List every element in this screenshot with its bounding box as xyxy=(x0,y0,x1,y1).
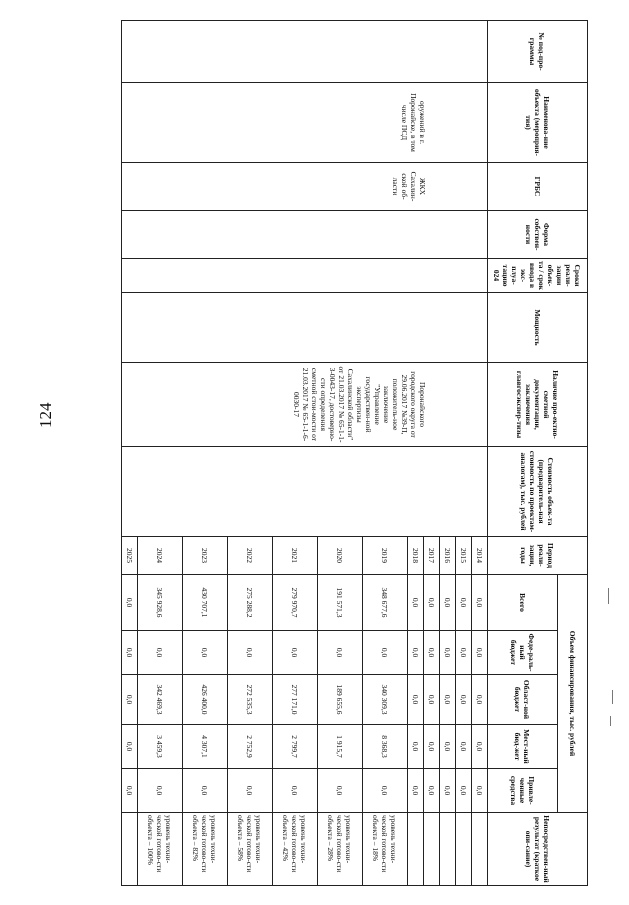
local-cell: 8 368,3 xyxy=(363,725,408,769)
result-cell: уровень техни-ческой готово-сти объекта – 42% xyxy=(273,813,318,886)
regional-cell: 0,0 xyxy=(472,675,488,725)
federal-cell: 0,0 xyxy=(363,631,408,675)
federal-cell: 0,0 xyxy=(228,631,273,675)
regional-cell: 277 171,0 xyxy=(273,675,318,725)
table-row xyxy=(472,21,488,886)
attracted-cell: 0,0 xyxy=(472,769,488,813)
year-cell: 2019 xyxy=(363,537,408,575)
regional-cell: 0,0 xyxy=(122,675,138,725)
regional-cell: 272 535,3 xyxy=(228,675,273,725)
local-cell: 4 307,1 xyxy=(183,725,228,769)
year-cell: 2020 xyxy=(318,537,363,575)
year-cell: 2024 xyxy=(138,537,183,575)
result-cell xyxy=(424,813,440,886)
federal-cell: 0,0 xyxy=(472,631,488,675)
header-num: № под-про-граммы xyxy=(488,21,588,83)
regional-cell: 189 655,6 xyxy=(318,675,363,725)
attracted-cell: 0,0 xyxy=(122,769,138,813)
local-cell: 0,0 xyxy=(408,725,424,769)
local-cell: 0,0 xyxy=(456,725,472,769)
cost-cell xyxy=(122,447,488,537)
local-cell: 1 915,7 xyxy=(318,725,363,769)
header-local: Мест-ный бюд-жет xyxy=(488,725,558,769)
header-period: Период реали-зации, годы xyxy=(488,537,588,575)
attracted-cell: 0,0 xyxy=(273,769,318,813)
result-cell xyxy=(440,813,456,886)
regional-cell: 0,0 xyxy=(408,675,424,725)
federal-cell: 0,0 xyxy=(138,631,183,675)
result-cell xyxy=(472,813,488,886)
result-cell: уровень техни-ческой готово-сти объекта – 28% xyxy=(318,813,363,886)
attracted-cell: 0,0 xyxy=(363,769,408,813)
header-attracted: Привле-ченные средства xyxy=(488,769,558,813)
year-cell: 2016 xyxy=(440,537,456,575)
total-cell: 0,0 xyxy=(472,575,488,631)
grbs-cell: ЖКХ Сахалин-ской об-ласти xyxy=(122,163,488,211)
total-cell: 345 928,6 xyxy=(138,575,183,631)
year-cell: 2017 xyxy=(424,537,440,575)
scan-mark xyxy=(612,690,613,704)
local-cell: 3 459,3 xyxy=(138,725,183,769)
total-cell: 275 288,2 xyxy=(228,575,273,631)
total-cell: 430 707,1 xyxy=(183,575,228,631)
attracted-cell: 0,0 xyxy=(318,769,363,813)
year-cell: 2015 xyxy=(456,537,472,575)
result-cell: уровень техни-ческой готово-сти объекта – 100% xyxy=(138,813,183,886)
total-cell: 0,0 xyxy=(440,575,456,631)
header-regional: Област-ной бюджет xyxy=(488,675,558,725)
federal-cell: 0,0 xyxy=(408,631,424,675)
total-cell: 0,0 xyxy=(456,575,472,631)
total-cell: 279 970,7 xyxy=(273,575,318,631)
regional-cell: 342 469,3 xyxy=(138,675,183,725)
year-cell: 2021 xyxy=(273,537,318,575)
local-cell: 2 799,7 xyxy=(273,725,318,769)
total-cell: 0,0 xyxy=(424,575,440,631)
object-name-cell: оружений в г. Поронайске, в том числе ПСД xyxy=(122,83,488,163)
attracted-cell: 0,0 xyxy=(138,769,183,813)
header-name: Наименова-ние объекта (мероприя-тия) xyxy=(488,83,588,163)
regional-cell: 0,0 xyxy=(424,675,440,725)
federal-cell: 0,0 xyxy=(183,631,228,675)
header-federal: Феде-раль-ный бюджет xyxy=(488,631,558,675)
attracted-cell: 0,0 xyxy=(456,769,472,813)
regional-cell: 0,0 xyxy=(456,675,472,725)
year-cell: 2022 xyxy=(228,537,273,575)
rotated-document xyxy=(88,20,588,885)
regional-cell: 426 400,0 xyxy=(183,675,228,725)
federal-cell: 0,0 xyxy=(273,631,318,675)
header-capacity: Мощность xyxy=(488,293,588,363)
attracted-cell: 0,0 xyxy=(440,769,456,813)
local-cell: 0,0 xyxy=(440,725,456,769)
local-cell: 0,0 xyxy=(472,725,488,769)
result-cell xyxy=(408,813,424,886)
result-cell: уровень техни-ческой готово-сти объекта – 58% xyxy=(228,813,273,886)
attracted-cell: 0,0 xyxy=(228,769,273,813)
terms-cell xyxy=(122,259,488,293)
attracted-cell: 0,0 xyxy=(424,769,440,813)
result-cell xyxy=(456,813,472,886)
result-cell: уровень техни-ческой готово-сти объекта – 82% xyxy=(183,813,228,886)
year-cell: 2014 xyxy=(472,537,488,575)
ownership-cell xyxy=(122,211,488,259)
scan-mark xyxy=(608,588,609,604)
total-cell: 0,0 xyxy=(122,575,138,631)
result-cell: уровень техни-ческой готово-сти объекта – 18% xyxy=(363,813,408,886)
federal-cell: 0,0 xyxy=(440,631,456,675)
header-funding: Объем финансирования, тыс. рублей xyxy=(558,575,588,813)
header-result: Непосредствен-ный результат (краткое опи-сание) xyxy=(488,813,588,886)
total-cell: 191 571,3 xyxy=(318,575,363,631)
num-cell xyxy=(122,21,488,83)
attracted-cell: 0,0 xyxy=(408,769,424,813)
year-cell: 2025 xyxy=(122,537,138,575)
federal-cell: 0,0 xyxy=(318,631,363,675)
federal-cell: 0,0 xyxy=(122,631,138,675)
federal-cell: 0,0 xyxy=(456,631,472,675)
total-cell: 0,0 xyxy=(408,575,424,631)
header-grbs: ГРБС xyxy=(488,163,588,211)
year-cell: 2018 xyxy=(408,537,424,575)
header-cost: Стоимость объек-та (предваритель-ная стоимость по проектам-аналогам), тыс. рублей xyxy=(488,447,588,537)
header-psd: Наличие про-ектно-сметной документации, заключения главгосэкспер-тизы xyxy=(488,363,588,447)
year-cell: 2023 xyxy=(183,537,228,575)
header-terms: Сроки реали-зации объек-та / срок ввода в экс-плуа-тацию 024 xyxy=(488,259,588,293)
total-cell: 348 677,6 xyxy=(363,575,408,631)
scan-mark xyxy=(610,716,611,726)
local-cell: 0,0 xyxy=(122,725,138,769)
regional-cell: 0,0 xyxy=(440,675,456,725)
page-number: 124 xyxy=(36,402,55,428)
regional-cell: 340 309,3 xyxy=(363,675,408,725)
local-cell: 0,0 xyxy=(424,725,440,769)
capacity-cell xyxy=(122,293,488,363)
attracted-cell: 0,0 xyxy=(183,769,228,813)
header-total: Всего xyxy=(488,575,558,631)
table-body xyxy=(122,21,488,886)
header-ownership: Форма собствен-ности xyxy=(488,211,588,259)
funding-table xyxy=(121,20,588,886)
result-cell xyxy=(122,813,138,886)
federal-cell: 0,0 xyxy=(424,631,440,675)
local-cell: 2 752,9 xyxy=(228,725,273,769)
psd-cell: Поронайского городского округа от 29.06.2017 №39-П, положитель-ное заключение "Управление государствен-ной экспертизы Сахалинской области" от 21.03.2017 № 65-1-1-3-0043-17, достоверно-сти определения сметной стои-мости от 21.03.2017 № 65-1-1-6-0030-17 xyxy=(122,363,488,447)
